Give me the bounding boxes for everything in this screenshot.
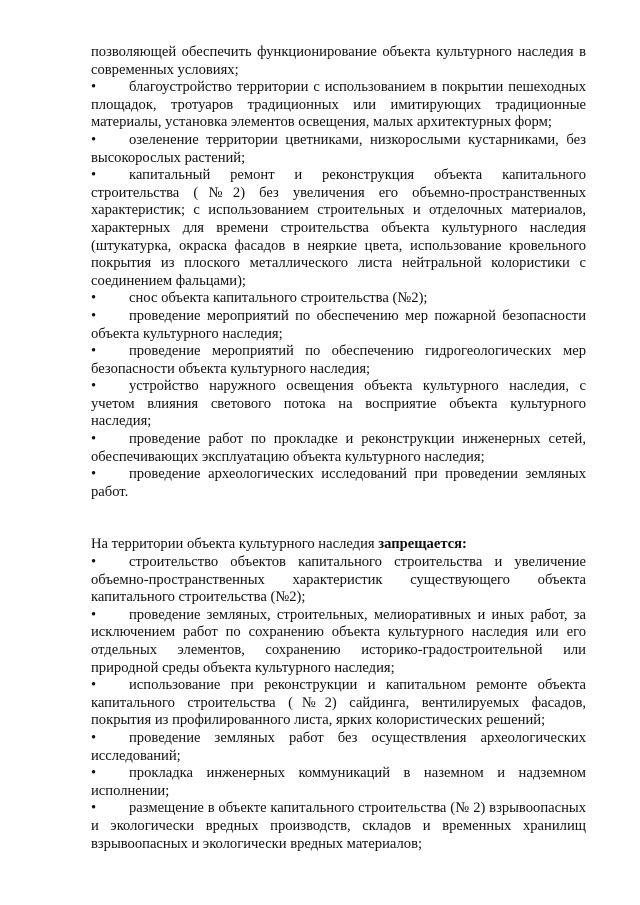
list-item-text: строительство объектов капитального строительства и увеличение объемно-пространственных характеристик существующего объекта капитального строительства (№2); — [91, 554, 586, 606]
list-item — [91, 677, 586, 730]
list-item-text: размещение в объекте капитального строительства (№ 2) взрывоопасных и экологически вредных производств, складов и временных хранилищ взрывоопасных и экологически вредных материалов; — [91, 800, 586, 852]
bullet-marker: • — [91, 131, 97, 148]
list-item — [91, 431, 586, 466]
bullet-marker: • — [91, 554, 97, 571]
list-item — [91, 378, 586, 431]
list-item — [91, 343, 586, 378]
list-item-text: использование при реконструкции и капитальном ремонте объекта капитального строительства (№2) сайдинга, вентилируемых фасадов, покрытия из профилированного листа, ярких колористических решений; — [91, 677, 586, 729]
bullet-marker: • — [91, 606, 97, 623]
section-heading-text: На территории объекта культурного наследия — [91, 536, 379, 553]
bullet-marker: • — [91, 290, 97, 307]
list-item — [91, 730, 586, 765]
bullet-marker: • — [91, 343, 97, 360]
bullet-marker: • — [91, 79, 97, 96]
list-item-text: капитальный ремонт и реконструкция объекта капитального строительства (№2) без увеличения его объемно-пространственных характеристик; с использованием строительных и отделочных материалов, характерных для времени строительства объекта культурного наследия (штукатурка, окраска фасадов в неяркие цвета, использование кровельного покрытия из плоского металлического листа нейтральной колористики с соединением фальцами); — [91, 167, 586, 289]
list-item-text: проведение мероприятий по обеспечению мер пожарной безопасности объекта культурного наследия; — [91, 307, 586, 342]
bullet-marker: • — [91, 167, 97, 184]
list-item-text: озеленение территории цветниками, низкорослыми кустарниками, без высокорослых растений; — [91, 131, 586, 166]
list-item-text: прокладка инженерных коммуникаций в наземном и надземном исполнении; — [91, 765, 586, 799]
list-item — [91, 290, 586, 308]
bullet-marker: • — [91, 800, 97, 817]
list-item-text: благоустройство территории с использованием в покрытии пешеходных площадок, тротуаров традиционных или имитирующих традиционные материалы, установка элементов освещения, малых архитектурных форм; — [91, 79, 586, 131]
list-item — [91, 607, 586, 677]
list-item — [91, 79, 586, 132]
bullet-marker: • — [91, 466, 97, 483]
list-item — [91, 132, 586, 167]
bullet-marker: • — [91, 378, 97, 395]
list-item — [91, 167, 586, 290]
list-item — [91, 466, 586, 501]
section-heading-emphasis: запрещается: — [378, 536, 467, 553]
bullet-marker: • — [91, 307, 97, 324]
list-item-text: устройство наружного освещения объекта культурного наследия, с учетом влияния светового потока на восприятие объекта культурного наследия; — [91, 378, 586, 430]
list-item — [91, 765, 586, 800]
prohibited-list — [91, 554, 586, 853]
bullet-marker: • — [91, 431, 97, 448]
bullet-marker: • — [91, 729, 97, 746]
list-item-text: проведение археологических исследований при проведении земляных работ. — [91, 466, 586, 500]
section-spacer — [91, 501, 586, 536]
list-item — [91, 308, 586, 343]
section-heading — [91, 536, 586, 554]
list-item — [91, 800, 586, 853]
continuation-paragraph: позволяющей обеспечить функционирование объекта культурного наследия в современных условиях; — [91, 44, 586, 78]
list-item-text: проведение земляных работ без осуществления археологических исследований; — [91, 729, 586, 764]
list-item — [91, 554, 586, 607]
permitted-list — [91, 79, 586, 501]
list-item-text: проведение работ по прокладке и реконструкции инженерных сетей, обеспечивающих эксплуатацию объекта культурного наследия; — [91, 431, 586, 465]
list-item-text: проведение мероприятий по обеспечению гидрогеологических мер безопасности объекта культурного наследия; — [91, 343, 586, 377]
list-item-text: проведение земляных, строительных, мелиоративных и иных работ, за исключением работ по сохранению объекта культурного наследия или его отдельных элементов, сохранению историко-градостроительной или природной среды объекта культурного наследия; — [91, 606, 586, 676]
bullet-marker: • — [91, 677, 97, 694]
bullet-marker: • — [91, 765, 97, 782]
list-item-text: снос объекта капитального строительства (№2); — [129, 290, 428, 307]
document-page — [91, 44, 586, 853]
